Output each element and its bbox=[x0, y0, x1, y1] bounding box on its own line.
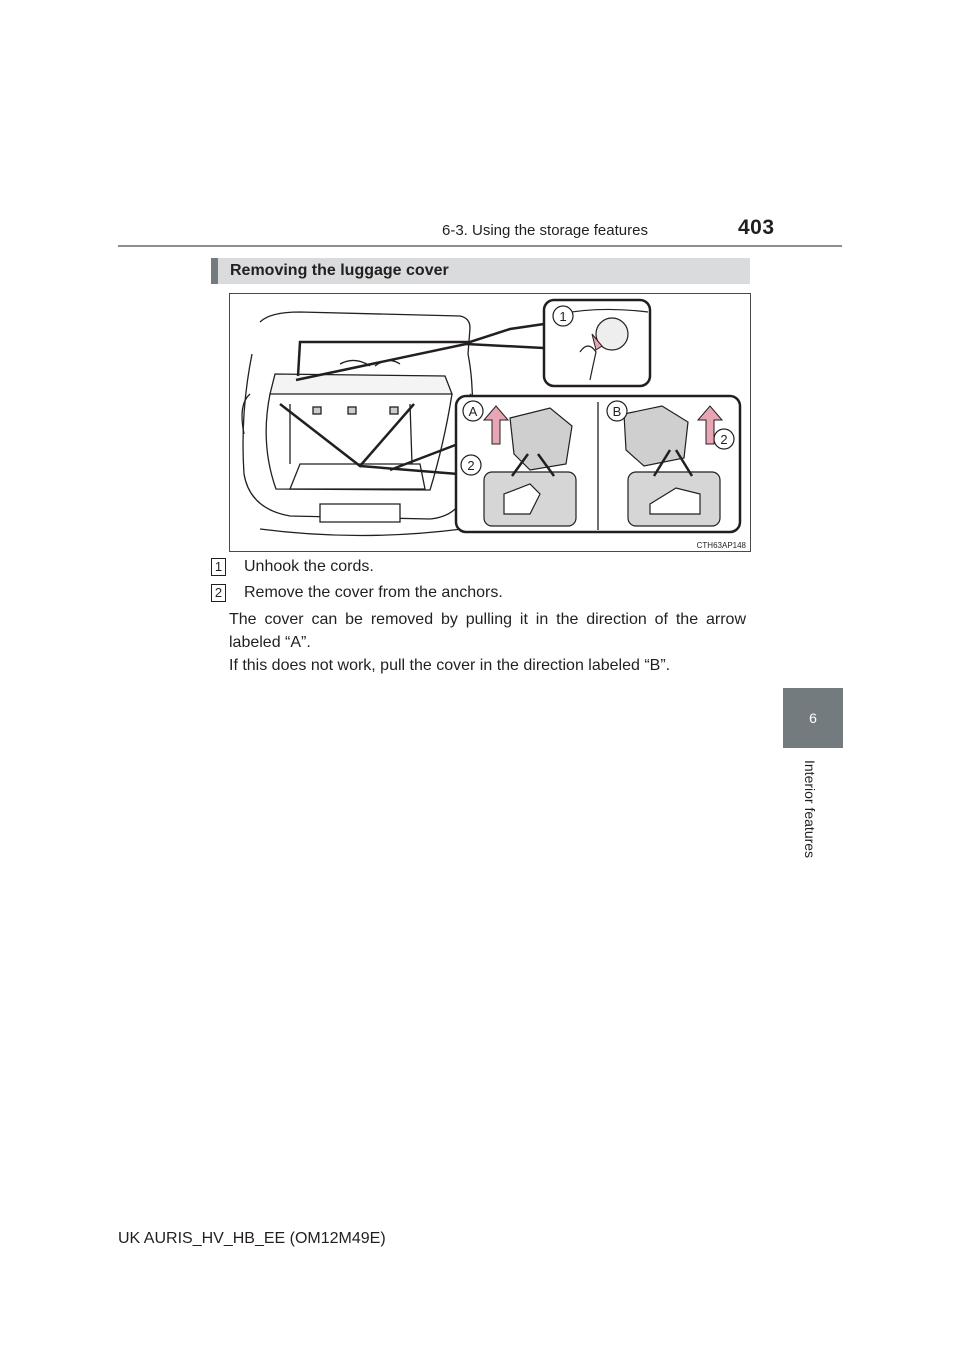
step-1-text: Unhook the cords. bbox=[244, 558, 374, 575]
luggage-cover-illustration bbox=[229, 293, 751, 552]
chapter-title: Interior features bbox=[802, 760, 818, 859]
section-heading: Removing the luggage cover bbox=[211, 258, 750, 284]
chapter-number: 6 bbox=[809, 710, 817, 726]
page-number: 403 bbox=[738, 216, 775, 239]
footer-model-code: UK AURIS_HV_HB_EE (OM12M49E) bbox=[118, 1230, 386, 1247]
figure-code: CTH63AP148 bbox=[696, 541, 746, 550]
callout-2-right: 2 bbox=[720, 432, 728, 447]
label-b: B bbox=[612, 404, 622, 419]
body-text bbox=[229, 608, 746, 677]
body-paragraph-1: The cover can be removed by pulling it in the direction of the arrow labeled “A”. bbox=[229, 611, 746, 651]
chapter-tab bbox=[783, 688, 843, 748]
step-2-number: 2 bbox=[211, 584, 226, 602]
car-drawing bbox=[242, 312, 478, 536]
step-1-number: 1 bbox=[211, 558, 226, 576]
callout-2-left: 2 bbox=[467, 458, 475, 473]
step-2-text: Remove the cover from the anchors. bbox=[244, 584, 503, 601]
header-section-title: 6-3. Using the storage features bbox=[442, 222, 648, 239]
callout-1: 1 bbox=[559, 309, 567, 324]
label-a: A bbox=[468, 404, 478, 419]
illustration-svg bbox=[230, 294, 750, 551]
body-paragraph-2: If this does not work, pull the cover in the direction labeled “B”. bbox=[229, 657, 671, 674]
chapter-label bbox=[800, 760, 824, 860]
header-rule bbox=[118, 245, 842, 247]
